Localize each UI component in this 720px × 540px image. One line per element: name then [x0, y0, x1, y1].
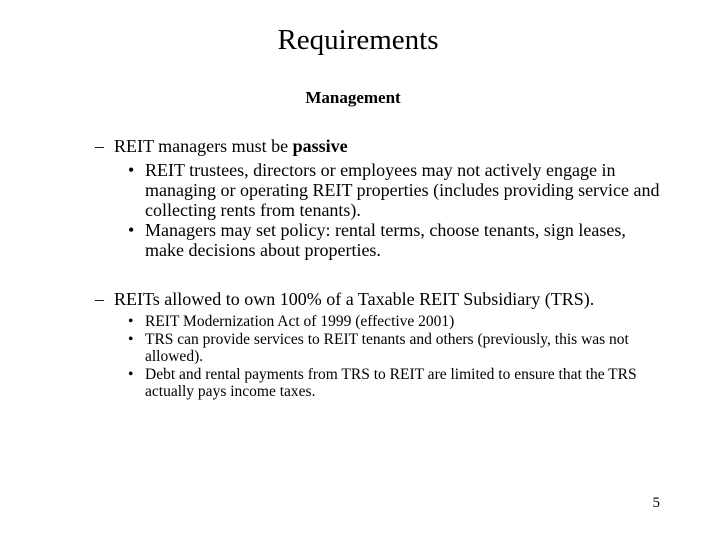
- bullet-marker: •: [128, 160, 135, 180]
- bullet-text: REIT trustees, directors or employees may not actively engage in managing or operating REIT properties (includes providing service and collecting rents from tenants).: [145, 160, 660, 220]
- page-number: 5: [652, 495, 660, 511]
- slide-subtitle: Management: [305, 88, 401, 107]
- bullet-marker: •: [128, 330, 134, 348]
- bullet-text: TRS can provide services to REIT tenants and others (previously, this was not allowed).: [145, 330, 629, 365]
- list-item: [128, 313, 668, 331]
- point-2: [95, 289, 594, 309]
- point-1-emphasis: passive: [292, 136, 348, 156]
- point-2-bullets: [128, 313, 668, 401]
- bullet-text: REIT Modernization Act of 1999 (effective 2001): [145, 313, 455, 330]
- bullet-marker: •: [128, 365, 134, 383]
- point-2-text: REITs allowed to own 100% of a Taxable REIT Subsidiary (TRS).: [114, 289, 595, 309]
- bullet-marker: •: [128, 220, 135, 240]
- bullet-text: Debt and rental payments from TRS to REIT are limited to ensure that the TRS actually pays income taxes.: [145, 365, 637, 400]
- bullet-text: Managers may set policy: rental terms, choose tenants, sign leases, make decisions about properties.: [145, 220, 626, 260]
- point-1-text: REIT managers must be: [114, 136, 293, 156]
- list-item: [128, 220, 668, 260]
- slide-title: Requirements: [277, 24, 439, 56]
- dash-marker: –: [95, 289, 104, 309]
- list-item: [128, 331, 668, 366]
- list-item: [128, 160, 668, 220]
- point-1: [95, 136, 348, 156]
- point-1-bullets: [128, 160, 668, 260]
- list-item: [128, 366, 668, 401]
- bullet-marker: •: [128, 313, 134, 330]
- dash-marker: –: [95, 136, 104, 156]
